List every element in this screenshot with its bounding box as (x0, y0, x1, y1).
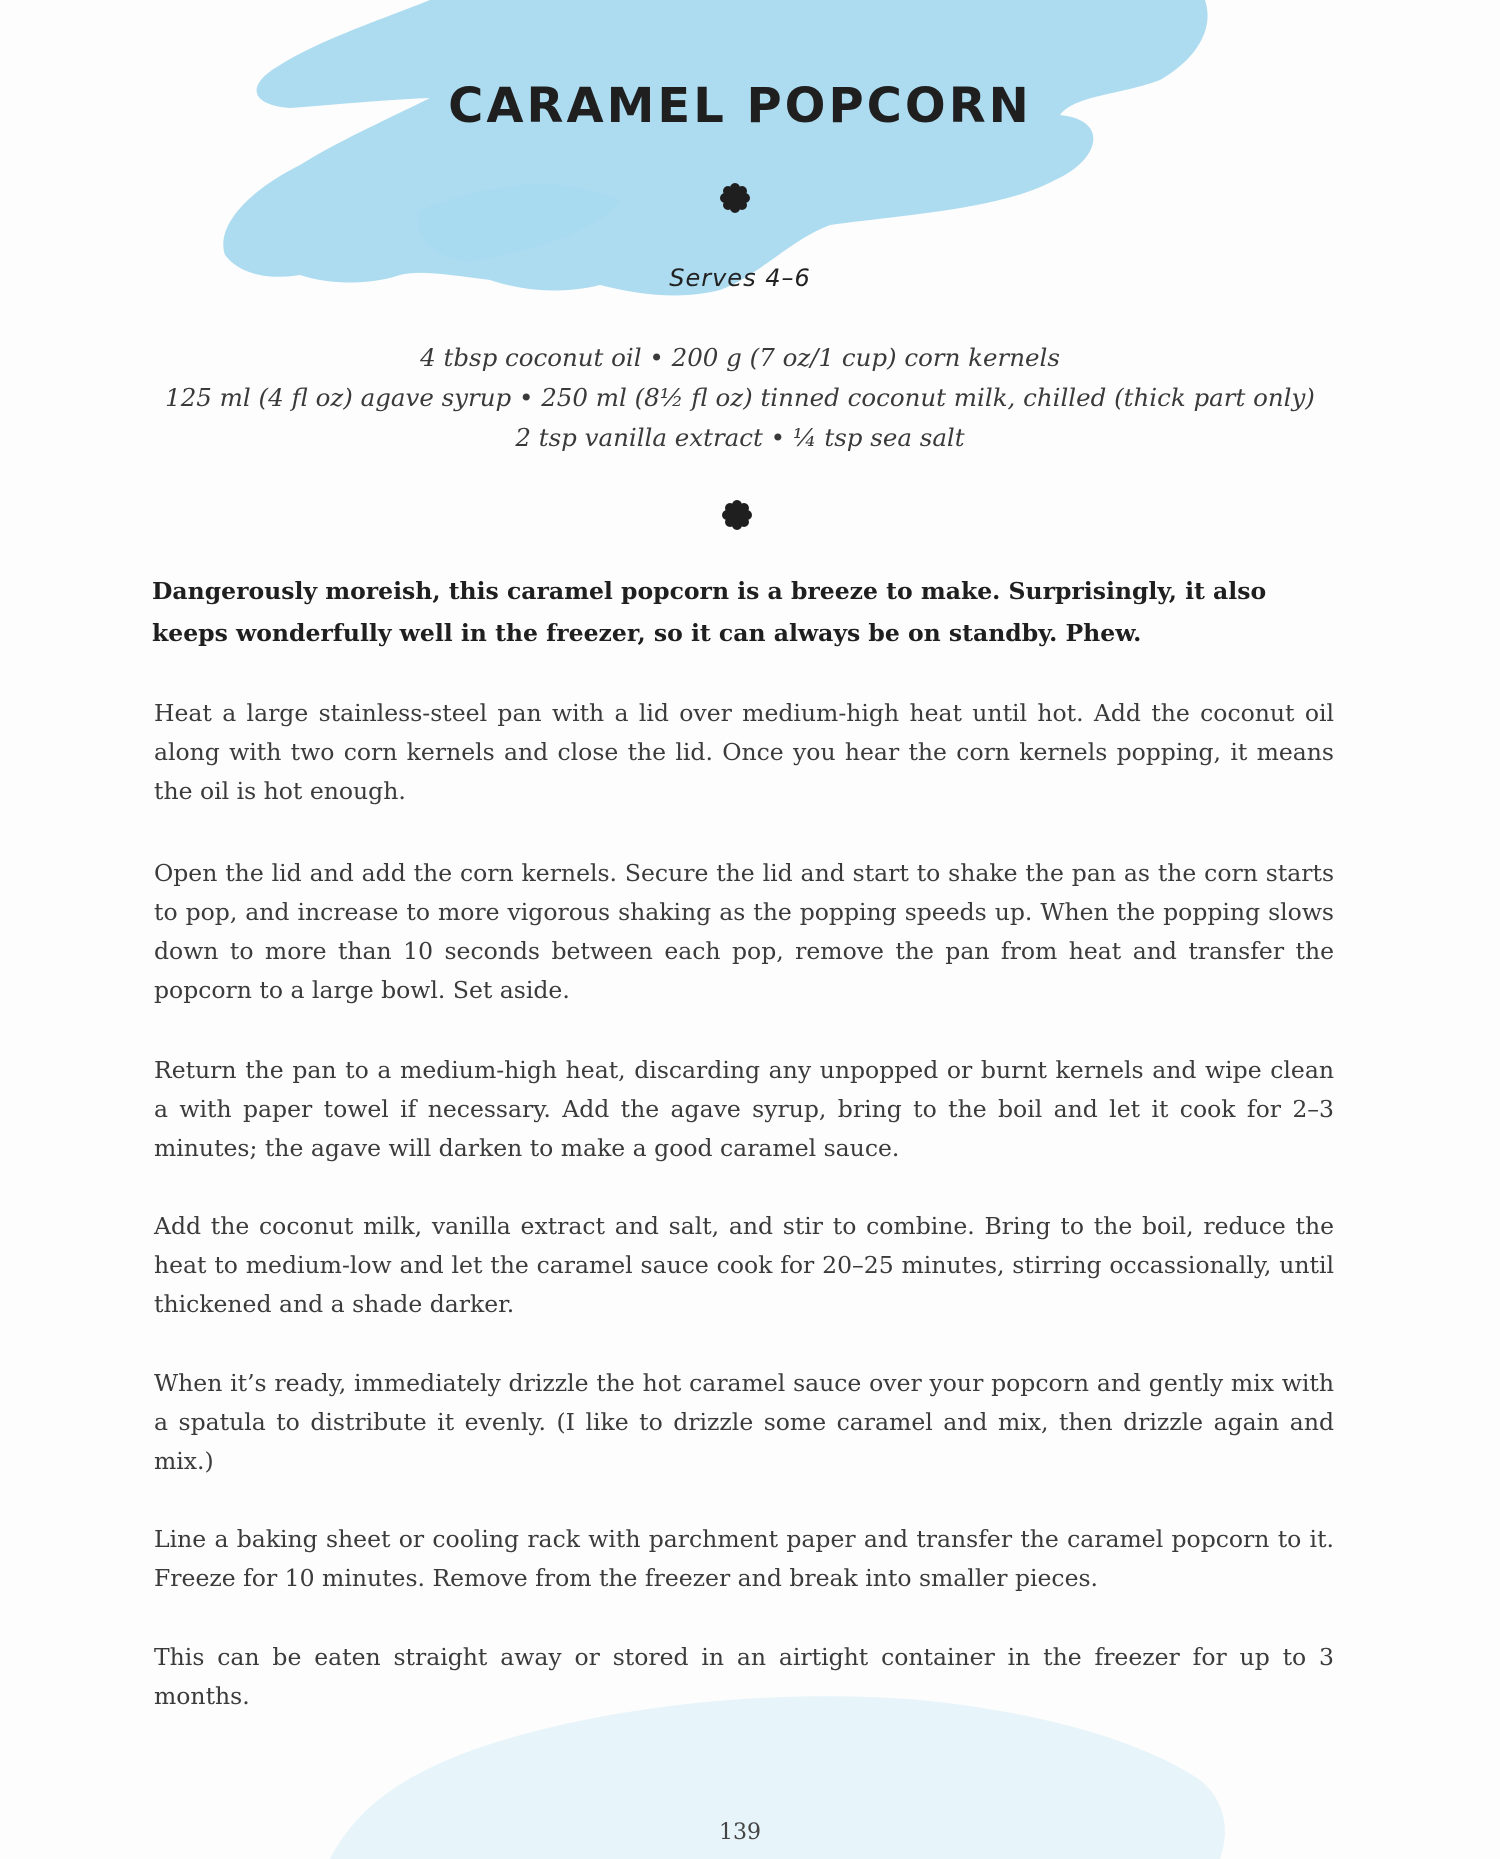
method-step: Return the pan to a medium-high heat, discarding any unpopped or burnt kernels and wipe clean a with paper towel if necessary. Add the agave syrup, bring to the boil and let it cook for 2–3 minutes; the agave will darken to make a good caramel sauce. (154, 1056, 1334, 1162)
ingredient-list (150, 338, 1330, 458)
servings: Serves 4–6 (669, 264, 811, 292)
method-step: This can be eaten straight away or stored in an airtight container in the freezer for up to 3 months. (154, 1643, 1334, 1710)
method-step: Open the lid and add the corn kernels. Secure the lid and start to shake the pan as the corn starts to pop, and increase to more vigorous shaking as the popping speeds up. When the popping slows down to more than 10 seconds between each pop, remove the pan from heat and transfer the popcorn to a large bowl. Set aside. (154, 859, 1334, 1004)
method-step: Line a baking sheet or cooling rack with parchment paper and transfer the caramel popcorn to it. Freeze for 10 minutes. Remove from the freezer and break into smaller pieces. (154, 1525, 1334, 1592)
recipe-title: CARAMEL POPCORN (448, 78, 1032, 134)
method-step: Heat a large stainless-steel pan with a lid over medium-high heat until hot. Add the coconut oil along with two corn kernels and close the lid. Once you hear the corn kernels popping, it means the oil is hot enough. (154, 699, 1334, 805)
ingredient-line: 2 tsp vanilla extract • ¼ tsp sea salt (515, 423, 965, 452)
recipe-intro: Dangerously moreish, this caramel popcorn is a breeze to make. Surprisingly, it also keeps wonderfully well in the freezer, so it can always be on standby. Phew. (152, 577, 1267, 647)
flower-divider-icon (722, 500, 752, 530)
top-brush-stroke (223, 0, 1207, 295)
page-number: 139 (719, 1820, 761, 1845)
ingredient-line: 125 ml (4 fl oz) agave syrup • 250 ml (8½ fl oz) tinned coconut milk, chilled (thick part only) (165, 383, 1315, 412)
ingredient-line: 4 tbsp coconut oil • 200 g (7 oz/1 cup) corn kernels (420, 343, 1060, 372)
flower-divider-icon (720, 183, 750, 213)
method-step: When it’s ready, immediately drizzle the hot caramel sauce over your popcorn and gently mix with a spatula to distribute it evenly. (I like to drizzle some caramel and mix, then drizzle again and mix.) (154, 1369, 1334, 1475)
method-step: Add the coconut milk, vanilla extract and salt, and stir to combine. Bring to the boil, reduce the heat to medium-low and let the caramel sauce cook for 20–25 minutes, stirring occassionally, until thickened and a shade darker. (154, 1212, 1334, 1318)
